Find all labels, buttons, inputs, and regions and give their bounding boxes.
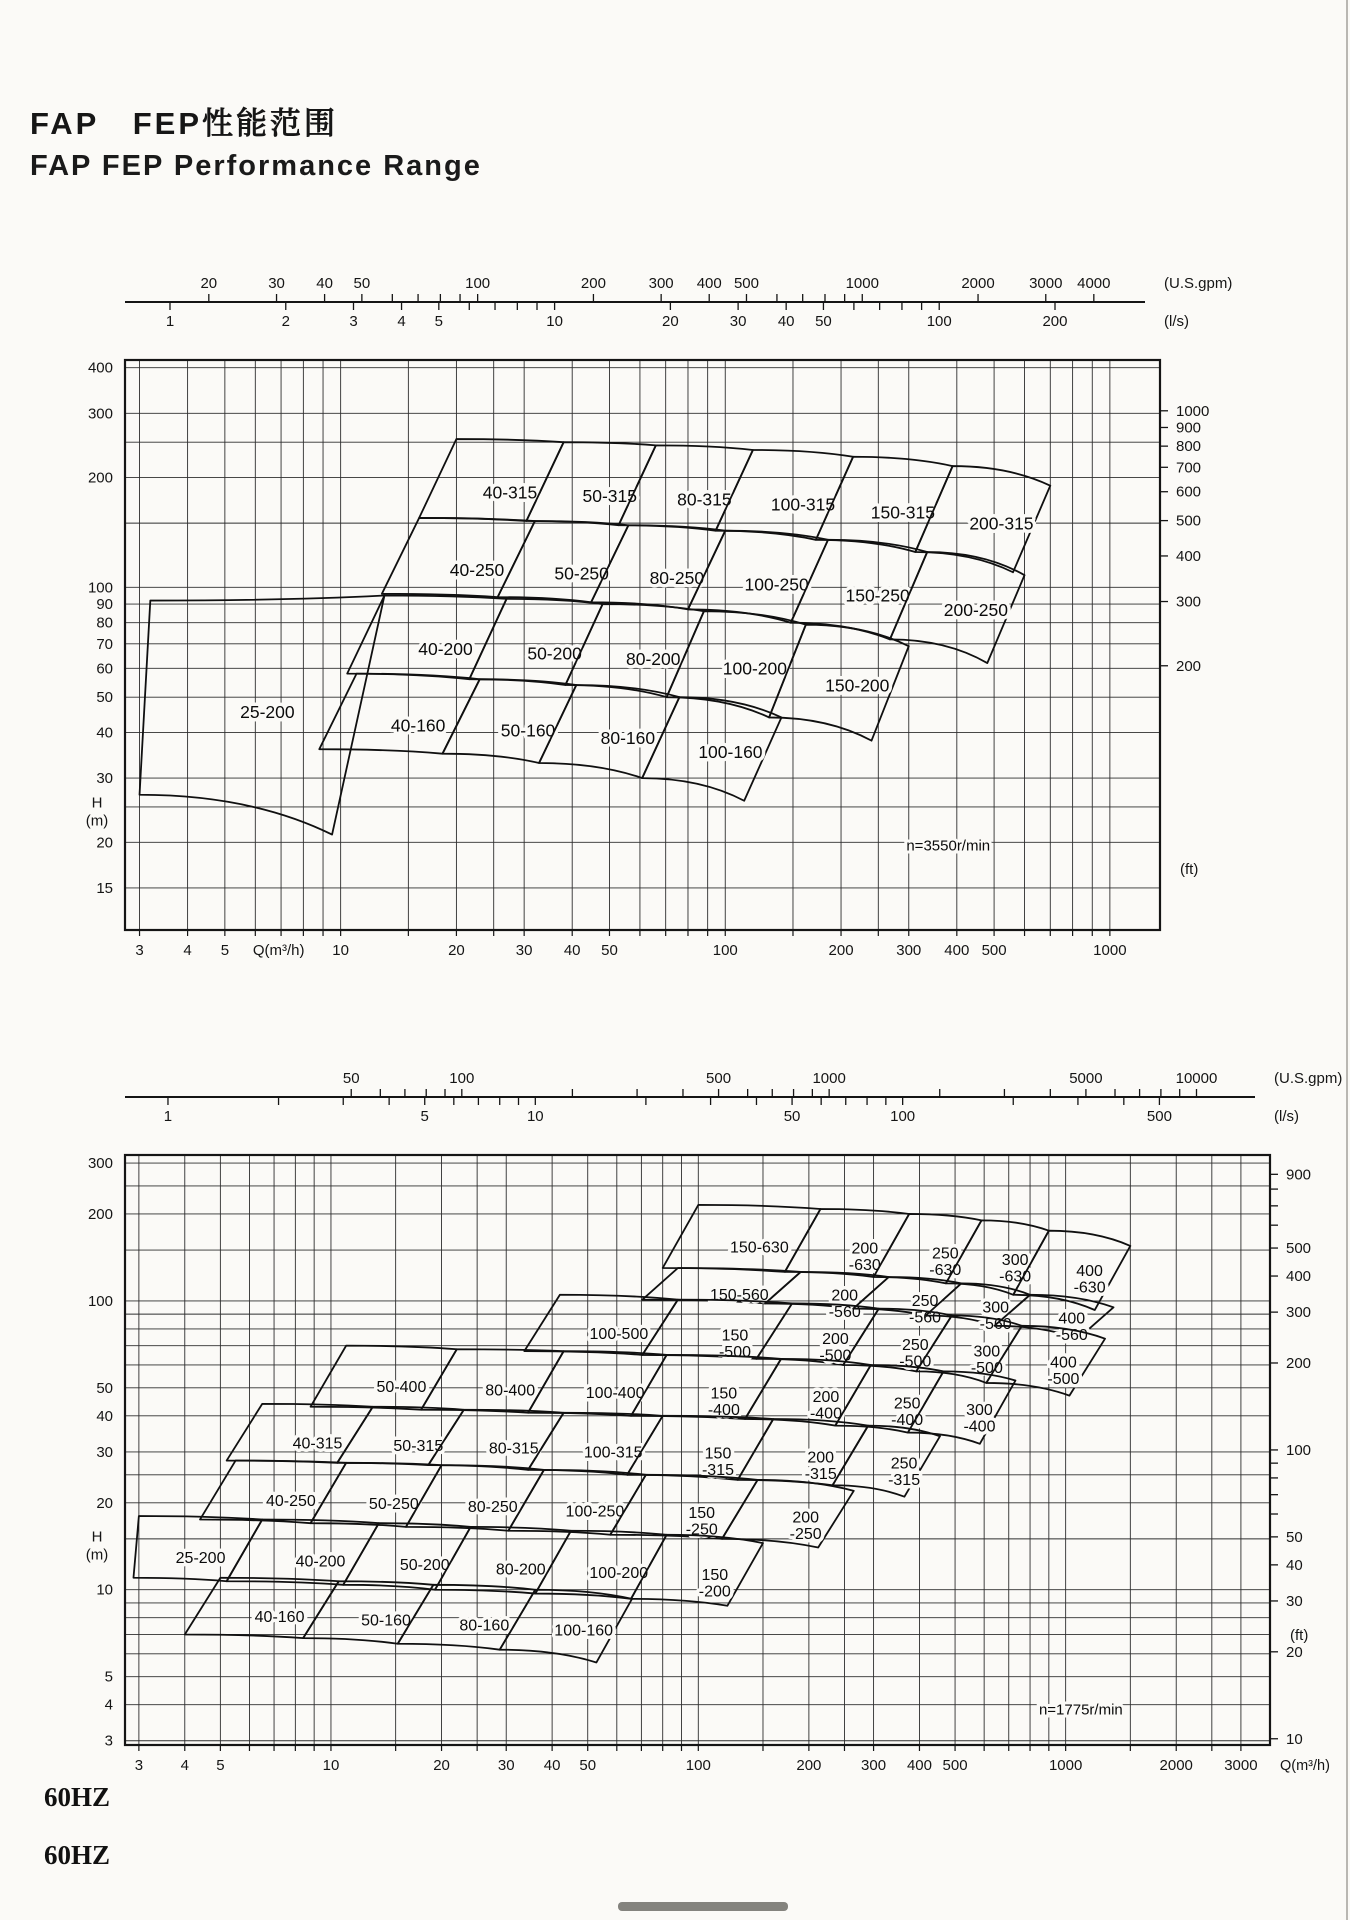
- svg-text:500: 500: [1176, 512, 1202, 530]
- svg-text:1000: 1000: [845, 275, 879, 292]
- svg-text:40: 40: [316, 275, 333, 292]
- svg-text:4: 4: [397, 313, 406, 330]
- svg-text:(m): (m): [85, 1546, 109, 1564]
- svg-text:500: 500: [1146, 1108, 1172, 1125]
- svg-text:30: 30: [268, 275, 285, 292]
- svg-text:5000: 5000: [1069, 1070, 1103, 1087]
- region-80-200: [435, 1527, 571, 1594]
- svg-text:70: 70: [96, 635, 113, 653]
- svg-text:500: 500: [1286, 1240, 1312, 1258]
- svg-text:200: 200: [87, 469, 113, 487]
- region-label-40-250: 40-250: [265, 1493, 316, 1511]
- svg-text:400: 400: [906, 1757, 932, 1774]
- svg-text:400: 400: [1176, 547, 1202, 565]
- region-40-160: [185, 1578, 339, 1638]
- region-label-50-160: 50-160: [361, 1612, 411, 1630]
- svg-text:40: 40: [777, 313, 795, 330]
- svg-text:20: 20: [448, 942, 465, 959]
- svg-text:10: 10: [526, 1108, 544, 1125]
- svg-text:300: 300: [87, 1155, 113, 1173]
- region-label-150-200: 150-200: [825, 675, 890, 696]
- svg-text:30: 30: [96, 770, 113, 788]
- region-50-315: [526, 442, 655, 525]
- svg-text:300: 300: [87, 405, 113, 423]
- region-label-40-250: 40-250: [449, 560, 505, 581]
- region-label-200-500: 200 -500: [819, 1331, 852, 1365]
- region-label-200-560: 200 -560: [828, 1287, 861, 1322]
- svg-text:(l/s): (l/s): [1274, 1108, 1299, 1125]
- region-label-40-200: 40-200: [418, 638, 473, 659]
- svg-text:500: 500: [981, 942, 1007, 959]
- region-label-150-315: 150 -315: [701, 1445, 735, 1479]
- region-label-80-200: 80-200: [495, 1561, 546, 1579]
- region-label-80-250: 80-250: [467, 1499, 518, 1517]
- frequency-label-top: 60HZ: [44, 1782, 111, 1812]
- svg-text:100: 100: [465, 275, 491, 292]
- svg-text:3000: 3000: [1029, 275, 1063, 292]
- svg-text:30: 30: [1286, 1592, 1303, 1610]
- region-label-200-315: 200-315: [969, 513, 1034, 534]
- svg-text:1000: 1000: [1093, 942, 1127, 959]
- grid: [125, 360, 1160, 930]
- region-40-315: [227, 1404, 373, 1463]
- svg-text:10: 10: [332, 942, 349, 959]
- svg-text:20: 20: [1286, 1643, 1303, 1661]
- svg-text:(m): (m): [85, 812, 109, 830]
- svg-text:30: 30: [515, 942, 533, 959]
- svg-text:100: 100: [87, 1292, 113, 1310]
- svg-text:1000: 1000: [812, 1070, 846, 1087]
- svg-text:10: 10: [96, 1581, 113, 1599]
- svg-text:100: 100: [449, 1070, 475, 1087]
- region-label-100-400: 100-400: [585, 1384, 645, 1402]
- region-50-250: [311, 1463, 442, 1527]
- region-label-400-630: 400 -630: [1073, 1262, 1106, 1297]
- region-label-80-160: 80-160: [459, 1617, 510, 1635]
- svg-text:30: 30: [729, 313, 747, 330]
- region-label-250-400: 250 -400: [891, 1395, 924, 1429]
- region-label-400-560: 400 -560: [1055, 1310, 1088, 1344]
- svg-text:5: 5: [434, 313, 443, 330]
- svg-text:(ft): (ft): [1180, 860, 1199, 878]
- svg-text:500: 500: [942, 1757, 968, 1774]
- svg-text:2000: 2000: [961, 275, 995, 292]
- svg-text:20: 20: [96, 834, 113, 852]
- svg-text:500: 500: [733, 275, 759, 292]
- region-label-300-400: 300 -400: [963, 1402, 996, 1436]
- svg-text:3000: 3000: [1224, 1757, 1258, 1774]
- region-80-400: [421, 1349, 564, 1412]
- region-40-250: [382, 518, 535, 597]
- svg-text:1: 1: [163, 1108, 173, 1125]
- performance-range-3550: [86, 275, 1233, 959]
- svg-text:400: 400: [1286, 1268, 1312, 1286]
- svg-text:300: 300: [648, 275, 674, 292]
- svg-text:300: 300: [896, 942, 922, 959]
- region-label-40-200: 40-200: [295, 1553, 346, 1571]
- svg-text:30: 30: [497, 1757, 515, 1774]
- svg-text:10: 10: [546, 313, 563, 330]
- svg-text:40: 40: [1286, 1556, 1303, 1574]
- region-label-40-315: 40-315: [482, 482, 538, 503]
- svg-text:2: 2: [281, 313, 290, 330]
- svg-text:50: 50: [96, 1379, 113, 1397]
- region-label-50-315: 50-315: [582, 485, 637, 506]
- region-150-630: [663, 1205, 821, 1272]
- region-label-150-560: 150-560: [709, 1286, 769, 1304]
- region-40-315: [419, 439, 563, 521]
- region-150-315: [627, 1416, 773, 1480]
- svg-text:(U.S.gpm): (U.S.gpm): [1274, 1070, 1343, 1087]
- svg-text:50: 50: [815, 313, 832, 330]
- svg-text:100: 100: [87, 579, 113, 597]
- svg-text:50: 50: [1286, 1528, 1303, 1546]
- region-label-100-160: 100-160: [554, 1622, 614, 1640]
- region-label-150-400: 150 -400: [707, 1385, 740, 1419]
- frequency-label-bottom: 60HZ: [44, 1840, 111, 1870]
- svg-text:20: 20: [662, 313, 679, 330]
- plot-frame: [125, 360, 1160, 930]
- region-label-150-630: 150-630: [730, 1239, 789, 1257]
- svg-text:400: 400: [696, 275, 722, 292]
- svg-text:Q(m³/h): Q(m³/h): [252, 942, 305, 959]
- region-250-315: [833, 1426, 940, 1497]
- region-label-150-315: 150-315: [870, 502, 935, 523]
- region-label-200-250: 200-250: [943, 599, 1008, 620]
- svg-text:(ft): (ft): [1290, 1626, 1309, 1644]
- region-label-50-200: 50-200: [527, 643, 582, 664]
- region-label-150-250: 150 -250: [685, 1504, 718, 1539]
- region-400-560: [994, 1295, 1113, 1339]
- region-label-80-315: 80-315: [488, 1440, 539, 1458]
- region-label-25-200: 25-200: [240, 701, 295, 722]
- svg-text:200: 200: [1042, 313, 1068, 330]
- svg-text:40: 40: [563, 942, 581, 959]
- region-40-200: [347, 595, 506, 679]
- svg-text:30: 30: [96, 1443, 113, 1461]
- pump-model-regions: [133, 1205, 1130, 1663]
- region-300-560: [926, 1283, 1030, 1325]
- svg-text:4: 4: [180, 1757, 189, 1774]
- speed-annotation: n=3550r/min: [906, 837, 991, 855]
- region-50-250: [498, 521, 629, 602]
- region-label-300-560: 300 -560: [979, 1299, 1012, 1333]
- region-label-250-560: 250 -560: [909, 1292, 942, 1327]
- region-label-80-315: 80-315: [677, 489, 732, 510]
- svg-text:200: 200: [796, 1757, 822, 1774]
- region-150-200: [631, 1535, 763, 1606]
- region-label-50-250: 50-250: [554, 563, 609, 584]
- region-label-150-200: 150 -200: [698, 1566, 731, 1601]
- svg-text:100: 100: [1286, 1441, 1312, 1459]
- svg-text:50: 50: [96, 689, 113, 707]
- svg-text:100: 100: [685, 1757, 711, 1774]
- region-150-250: [610, 1475, 757, 1539]
- svg-text:200: 200: [828, 942, 854, 959]
- svg-text:100: 100: [712, 942, 738, 959]
- region-200-250: [722, 1480, 854, 1548]
- flow-conversion-scale: [125, 275, 1232, 330]
- region-label-100-160: 100-160: [698, 741, 763, 762]
- svg-text:60: 60: [96, 660, 113, 678]
- region-200-630: [785, 1209, 909, 1277]
- axis-labels: [86, 360, 1127, 959]
- flow-conversion-scale: [125, 1070, 1342, 1125]
- svg-text:(U.S.gpm): (U.S.gpm): [1164, 275, 1233, 292]
- svg-text:40: 40: [96, 724, 113, 742]
- region-label-100-250: 100-250: [744, 574, 809, 595]
- region-label-80-160: 80-160: [600, 728, 656, 749]
- svg-text:50: 50: [342, 1070, 360, 1087]
- svg-text:400: 400: [87, 359, 113, 377]
- region-label-80-250: 80-250: [649, 568, 705, 589]
- svg-text:1000: 1000: [1176, 402, 1210, 420]
- svg-text:800: 800: [1176, 438, 1202, 456]
- svg-text:900: 900: [1176, 419, 1202, 437]
- svg-text:5: 5: [216, 1757, 225, 1774]
- svg-text:3: 3: [104, 1732, 113, 1750]
- svg-text:300: 300: [1176, 593, 1202, 611]
- svg-text:20: 20: [200, 275, 218, 292]
- pump-model-regions: [140, 439, 1051, 835]
- svg-text:200: 200: [580, 275, 606, 292]
- svg-text:100: 100: [890, 1108, 916, 1125]
- svg-text:5: 5: [420, 1108, 429, 1125]
- svg-text:H: H: [91, 1528, 103, 1546]
- svg-text:100: 100: [926, 313, 952, 330]
- region-40-160: [319, 674, 479, 754]
- region-label-300-500: 300 -500: [970, 1343, 1003, 1377]
- svg-text:15: 15: [96, 879, 113, 897]
- svg-text:5: 5: [104, 1668, 113, 1686]
- region-label-400-500: 400 -500: [1047, 1354, 1080, 1388]
- region-50-200: [469, 599, 602, 685]
- scan-edge-artifact: [1346, 0, 1348, 1920]
- svg-text:2000: 2000: [1159, 1757, 1193, 1774]
- region-label-40-160: 40-160: [390, 715, 446, 736]
- region-label-50-400: 50-400: [376, 1379, 427, 1397]
- region-label-200-315: 200 -315: [804, 1449, 837, 1483]
- region-label-80-400: 80-400: [485, 1382, 536, 1400]
- region-label-250-630: 250 -630: [929, 1245, 962, 1280]
- speed-annotation: n=1775r/min: [1038, 1701, 1123, 1719]
- region-label-300-630: 300 -630: [999, 1251, 1032, 1286]
- region-40-250: [200, 1461, 346, 1524]
- region-100-400: [528, 1351, 667, 1416]
- svg-text:300: 300: [861, 1757, 887, 1774]
- svg-text:4000: 4000: [1077, 275, 1111, 292]
- region-label-200-630: 200 -630: [848, 1240, 881, 1275]
- scan-smudge-artifact: [618, 1902, 788, 1911]
- svg-text:50: 50: [601, 942, 618, 959]
- region-label-200-250: 200 -250: [789, 1509, 822, 1543]
- ft-scale: [1270, 1166, 1311, 1747]
- svg-text:900: 900: [1286, 1166, 1312, 1184]
- region-100-250: [508, 1470, 646, 1535]
- region-label-100-315: 100-315: [583, 1444, 643, 1462]
- svg-text:3: 3: [134, 1757, 144, 1774]
- region-label-100-250: 100-250: [565, 1503, 625, 1521]
- svg-text:700: 700: [1176, 459, 1202, 477]
- svg-text:80: 80: [96, 614, 113, 632]
- svg-text:50: 50: [353, 275, 371, 292]
- region-label-40-315: 40-315: [292, 1435, 343, 1453]
- page-title-zh: FAP FEP性能范围: [30, 106, 339, 141]
- svg-text:10: 10: [322, 1757, 340, 1774]
- svg-text:200: 200: [1176, 657, 1202, 675]
- region-label-25-200: 25-200: [175, 1549, 226, 1567]
- svg-text:3: 3: [349, 313, 358, 330]
- svg-text:(l/s): (l/s): [1164, 313, 1189, 330]
- region-label-50-160: 50-160: [500, 720, 556, 741]
- region-label-150-250: 150-250: [845, 585, 910, 606]
- svg-text:20: 20: [433, 1757, 450, 1774]
- region-25-200: [133, 1516, 262, 1581]
- svg-text:5: 5: [220, 942, 230, 959]
- svg-text:40: 40: [543, 1757, 561, 1774]
- svg-text:4: 4: [104, 1696, 113, 1714]
- svg-text:20: 20: [96, 1494, 113, 1512]
- performance-range-1775: [86, 1070, 1343, 1774]
- region-label-250-500: 250 -500: [899, 1336, 932, 1371]
- svg-text:500: 500: [706, 1070, 732, 1087]
- svg-text:90: 90: [96, 596, 113, 614]
- region-label-80-200: 80-200: [626, 648, 681, 669]
- svg-text:40: 40: [96, 1407, 113, 1425]
- region-label-250-315: 250 -315: [888, 1455, 921, 1489]
- region-label-100-200: 100-200: [589, 1565, 649, 1583]
- svg-text:300: 300: [1286, 1304, 1312, 1322]
- svg-text:200: 200: [1286, 1354, 1312, 1372]
- region-label-100-315: 100-315: [770, 494, 836, 515]
- svg-text:400: 400: [944, 942, 970, 959]
- region-50-400: [311, 1346, 457, 1410]
- svg-text:3: 3: [135, 942, 144, 959]
- svg-text:50: 50: [783, 1108, 801, 1125]
- region-label-40-160: 40-160: [254, 1609, 305, 1627]
- page-title-en: FAP FEP Performance Range: [30, 150, 482, 182]
- svg-text:H: H: [91, 794, 103, 812]
- region-label-200-400: 200 -400: [809, 1388, 842, 1423]
- svg-text:10000: 10000: [1175, 1070, 1218, 1087]
- region-label-100-500: 100-500: [589, 1325, 649, 1343]
- region-label-50-250: 50-250: [368, 1496, 419, 1514]
- svg-text:200: 200: [87, 1205, 113, 1223]
- region-label-100-200: 100-200: [722, 658, 787, 679]
- region-label-150-500: 150 -500: [718, 1327, 752, 1361]
- svg-text:1000: 1000: [1048, 1757, 1083, 1774]
- region-label-50-315: 50-315: [393, 1437, 444, 1455]
- region-label-50-200: 50-200: [399, 1557, 450, 1575]
- svg-text:10: 10: [1286, 1730, 1303, 1748]
- svg-text:1: 1: [165, 313, 175, 330]
- svg-text:4: 4: [183, 942, 192, 959]
- svg-text:600: 600: [1176, 483, 1202, 501]
- svg-text:Q(m³/h): Q(m³/h): [1280, 1758, 1330, 1774]
- region-80-315: [619, 445, 753, 530]
- svg-text:50: 50: [579, 1757, 597, 1774]
- ft-scale: [1160, 403, 1209, 878]
